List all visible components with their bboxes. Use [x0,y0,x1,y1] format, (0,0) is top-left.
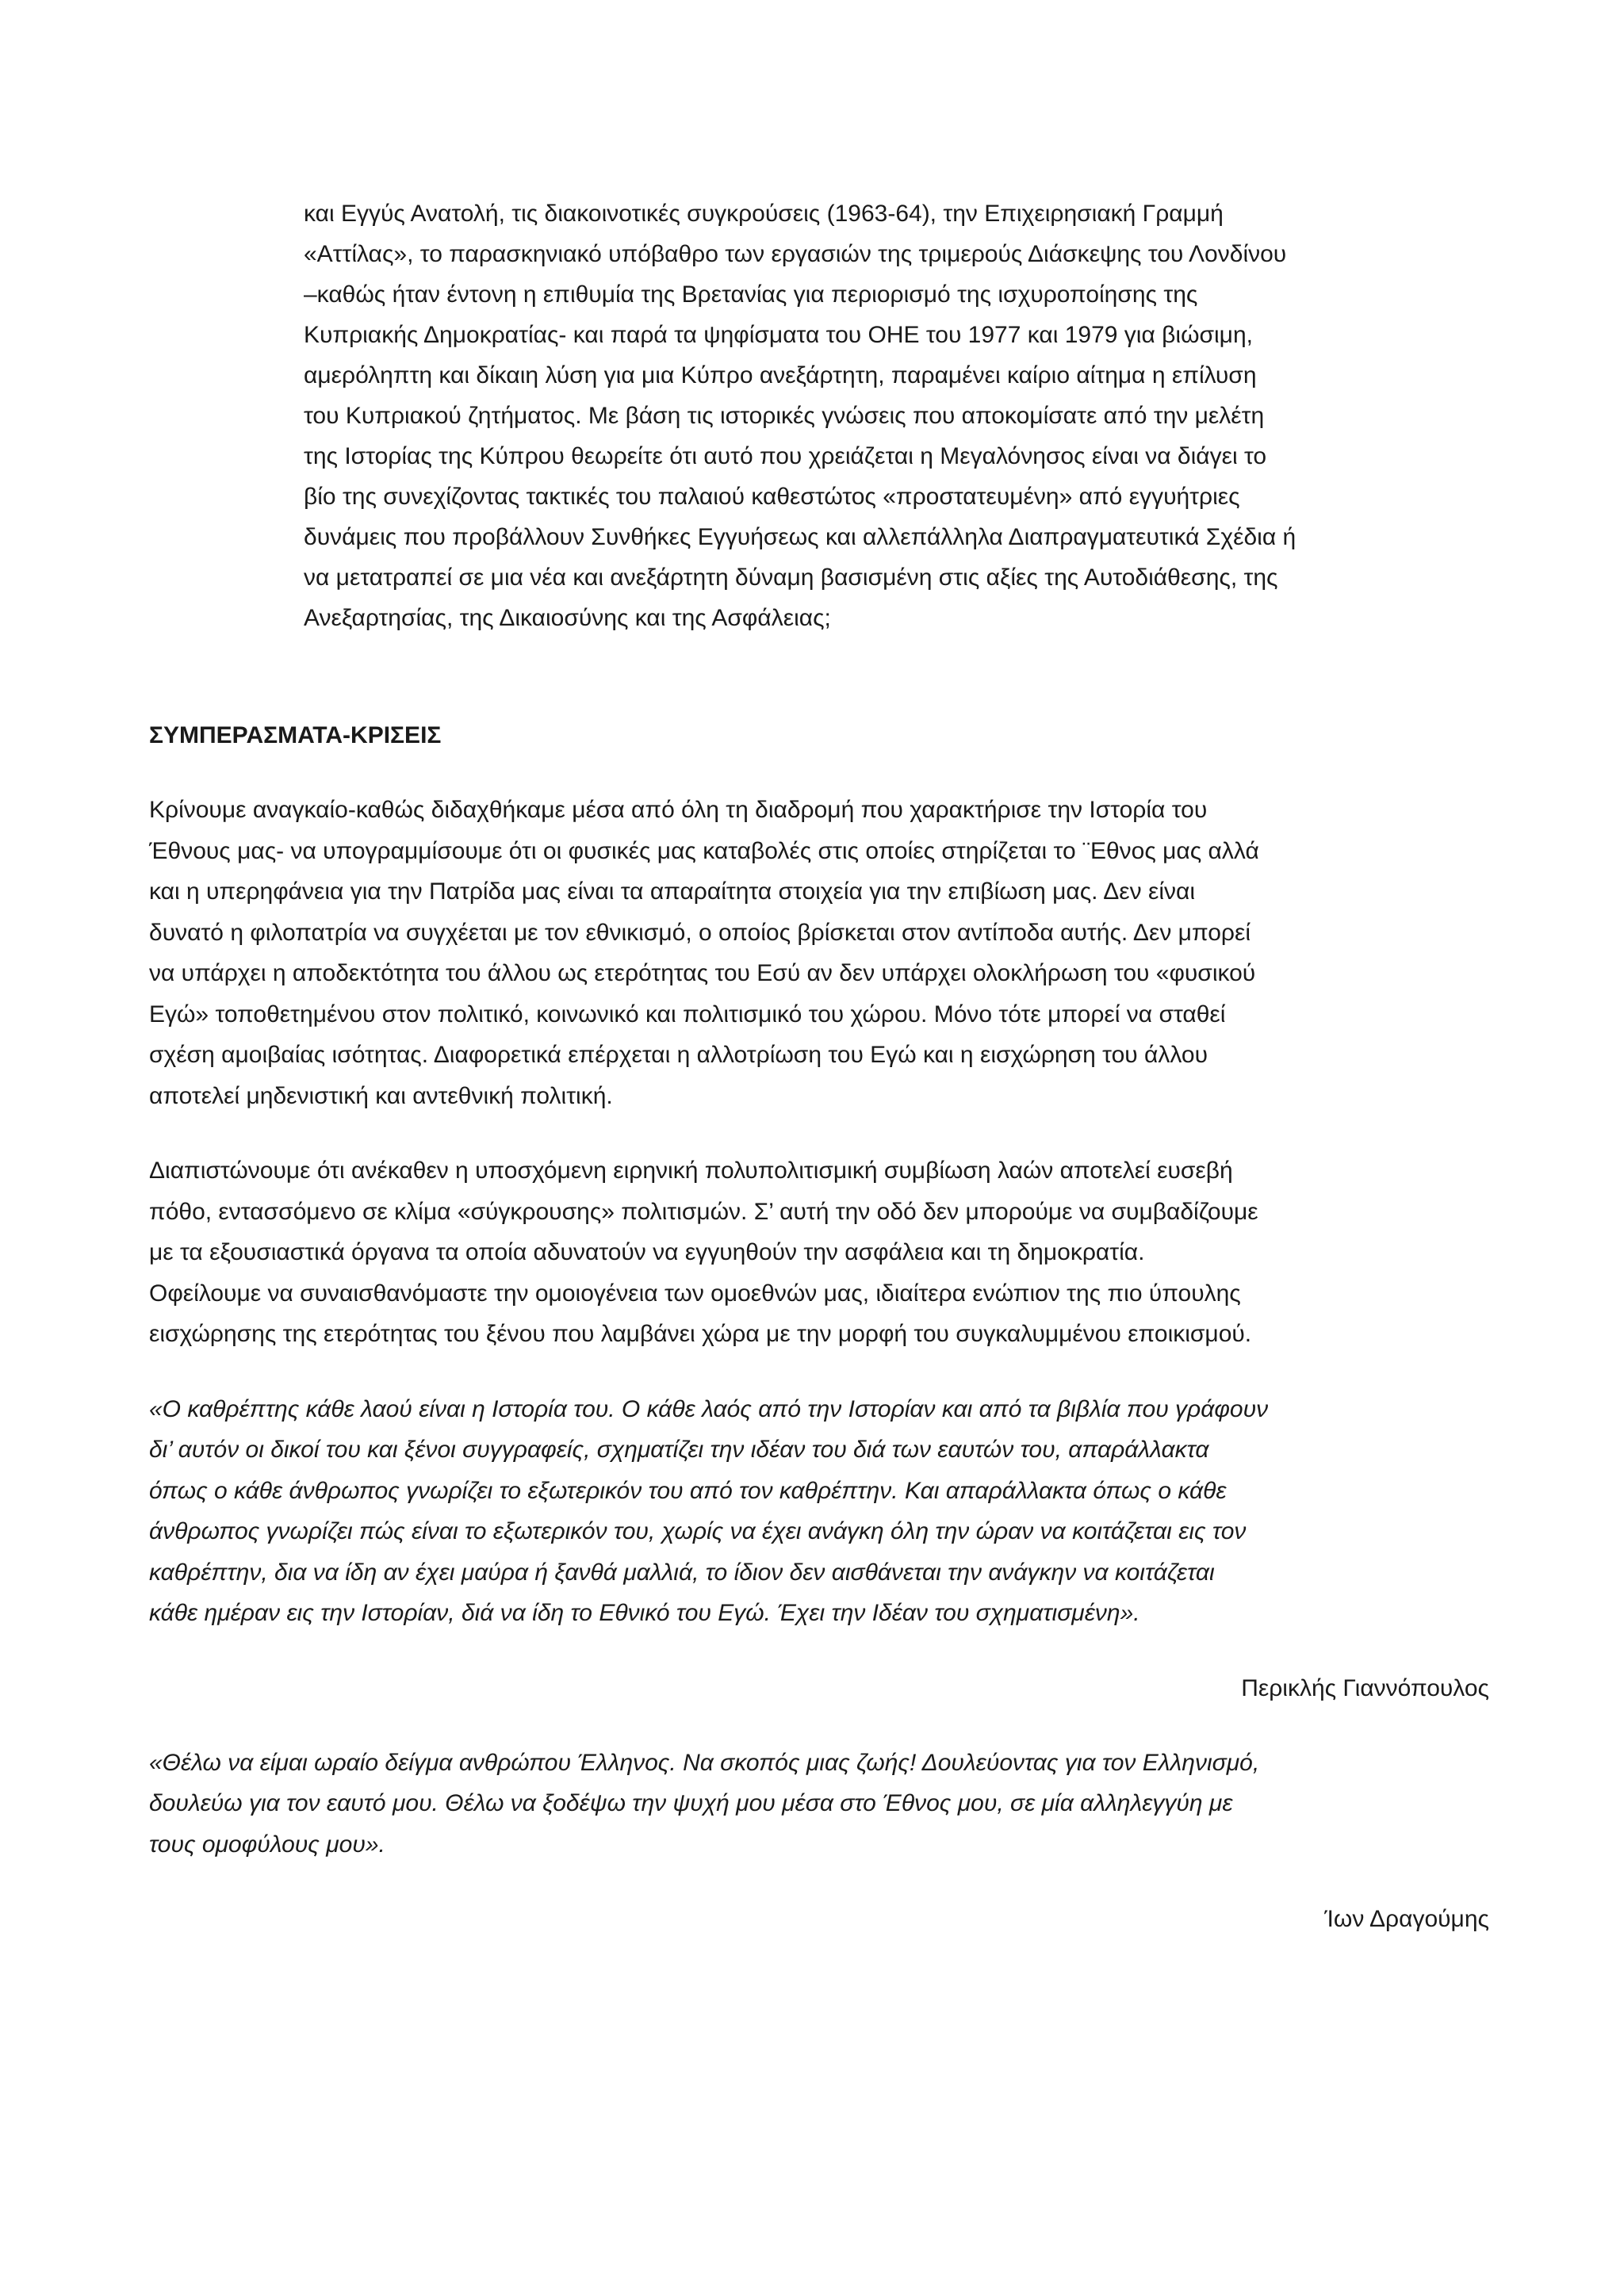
text-line: της Ιστορίας της Κύπρου θεωρείτε ότι αυτό που χρειάζεται η Μεγαλόνησος είναι να διάγει το [304,443,1267,469]
quote-line: όπως ο κάθε άνθρωπος γνωρίζει το εξωτερικόν του από τον καθρέπτην. Και απαράλλακτα όπως ο κάθε [149,1477,1227,1504]
text-line: Εγώ» τοποθετημένου στον πολιτικό, κοινωνικό και πολιτισμικό του χώρου. Μόνο τότε μπορεί να σταθεί [149,1001,1226,1027]
quote-line: άνθρωπος γνωρίζει πώς είναι το εξωτερικόν του, χωρίς να έχει ανάγκη όλη την ώραν να κοιτάζεται εις τον [149,1518,1247,1544]
text-line: του Κυπριακού ζητήματος. Με βάση τις ιστορικές γνώσεις που αποκομίσατε από την μελέτη [304,403,1265,429]
text-line: αμερόληπτη και δίκαιη λύση για μια Κύπρο ανεξάρτητη, παραμένει καίριο αίτημα η επίλυση [304,362,1257,388]
text-line: δυνάμεις που προβάλλουν Συνθήκες Εγγυήσεως και αλλεπάλληλα Διαπραγματευτικά Σχέδια ή [304,524,1297,550]
conclusions-section [149,715,1489,1973]
quote-line: δι’ αυτόν οι δικοί του και ξένοι συγγραφείς, σχηματίζει την ιδέαν του διά των εαυτών του, απαράλλακτα [149,1437,1209,1463]
text-line: Οφείλουμε να συναισθανόμαστε την ομοιογένεια των ομοεθνών μας, ιδιαίτερα ενώπιον της πιο ύπουλης [149,1280,1241,1307]
quote-line: «Ο καθρέπτης κάθε λαού είναι η Ιστορία του. Ο κάθε λαός από την Ιστορίαν και από τα βιβλία που γράφουν [149,1395,1269,1422]
quote-line: τους ομοφύλους μου». [149,1831,385,1858]
text-line: να υπάρχει η αποδεκτότητα του άλλου ως ετερότητας του Εσύ αν δεν υπάρχει ολοκλήρωση του «φυσικού [149,960,1256,986]
quote-author-dragoumis: Ίων Δραγούμης [1324,1906,1489,1932]
text-line: Ανεξαρτησίας, της Δικαιοσύνης και της Ασφάλειας; [304,605,831,631]
text-line: πόθο, εντασσόμενο σε κλίμα «σύγκρουσης» πολιτισμών. Σ’ αυτή την οδό δεν μπορούμε να συμβαδίζουμε [149,1198,1258,1225]
intro-paragraph [304,193,1489,638]
text-line: «Αττίλας», το παρασκηνιακό υπόβαθρο των εργασιών της τριμερούς Διάσκεψης του Λονδίνου [304,241,1287,267]
text-line: Έθνους μας- να υπογραμμίσουμε ότι οι φυσικές μας καταβολές στις οποίες στηρίζεται το ¨Εθνος μας αλλά [149,837,1259,864]
text-line: Διαπιστώνουμε ότι ανέκαθεν η υποσχόμενη ειρηνική πολυπολιτισμική συμβίωση λαών αποτελεί ευσεβή [149,1158,1233,1184]
quote-line: κάθε ημέραν εις την Ιστορίαν, διά να ίδη το Εθνικό του Εγώ. Έχει την Ιδέαν του σχηματισμένη». [149,1600,1140,1626]
quote-line: καθρέπτην, δια να ίδη αν έχει μαύρα ή ξανθά μαλλιά, το ίδιον δεν αισθάνεται την ανάγκην να κοιτάζεται [149,1559,1215,1586]
section-heading: ΣΥΜΠΕΡΑΣΜΑΤΑ-ΚΡΙΣΕΙΣ [149,722,442,748]
quote-line: «Θέλω να είμαι ωραίο δείγμα ανθρώπου Έλληνος. Να σκοπός μιας ζωής! Δουλεύοντας για τον Ελληνισμό, [149,1749,1260,1776]
text-line: και η υπερηφάνεια για την Πατρίδα μας είναι τα απαραίτητα στοιχεία για την επιβίωση μας. Δεν είναι [149,878,1195,905]
quote-author-giannopoulos: Περικλής Γιαννόπουλος [1241,1674,1489,1701]
text-line: και Εγγύς Ανατολή, τις διακοινοτικές συγκρούσεις (1963-64), την Επιχειρησιακή Γραμμή [304,201,1224,227]
text-line: να μετατραπεί σε μια νέα και ανεξάρτητη δύναμη βασισμένη στις αξίες της Αυτοδιάθεσης, της [304,564,1278,591]
quote-dragoumis [149,1743,1489,1866]
text-line: σχέση αμοιβαίας ισότητας. Διαφορετικά επέρχεται η αλλοτρίωση του Εγώ και η εισχώρηση του άλλου [149,1042,1208,1068]
text-line: Κρίνουμε αναγκαίο-καθώς διδαχθήκαμε μέσα από όλη τη διαδρομή που χαρακτήρισε την Ιστορία του [149,797,1208,823]
quote-giannopoulos [149,1389,1489,1634]
conclusions-paragraph-2 [149,1150,1489,1355]
quote-line: δουλεύω για τον εαυτό μου. Θέλω να ξοδέψω την ψυχή μου μέσα στο Έθνος μου, σε μία αλληλεγγύη με [149,1790,1233,1816]
text-line: εισχώρησης της ετερότητας του ξένου που λαμβάνει χώρα με την μορφή του συγκαλυμμένου εποικισμού. [149,1321,1252,1347]
text-line: βίο της συνεχίζοντας τακτικές του παλαιού καθεστώτος «προστατευμένη» από εγγυήτριες [304,484,1240,510]
text-line: Κυπριακής Δημοκρατίας- και παρά τα ψηφίσματα του ΟΗΕ του 1977 και 1979 για βιώσιμη, [304,322,1253,348]
conclusions-paragraph-1 [149,790,1489,1116]
text-line: δυνατό η φιλοπατρία να συγχέεται με τον εθνικισμό, ο οποίος βρίσκεται στον αντίποδα αυτής. Δεν μπορεί [149,919,1251,946]
text-line: αποτελεί μηδενιστική και αντεθνική πολιτική. [149,1082,613,1109]
text-line: –καθώς ήταν έντονη η επιθυμία της Βρετανίας για περιορισμό της ισχυροποίησης της [304,281,1198,308]
text-line: με τα εξουσιαστικά όργανα τα οποία αδυνατούν να εγγυηθούν την ασφάλεια και τη δημοκρατία. [149,1239,1145,1265]
